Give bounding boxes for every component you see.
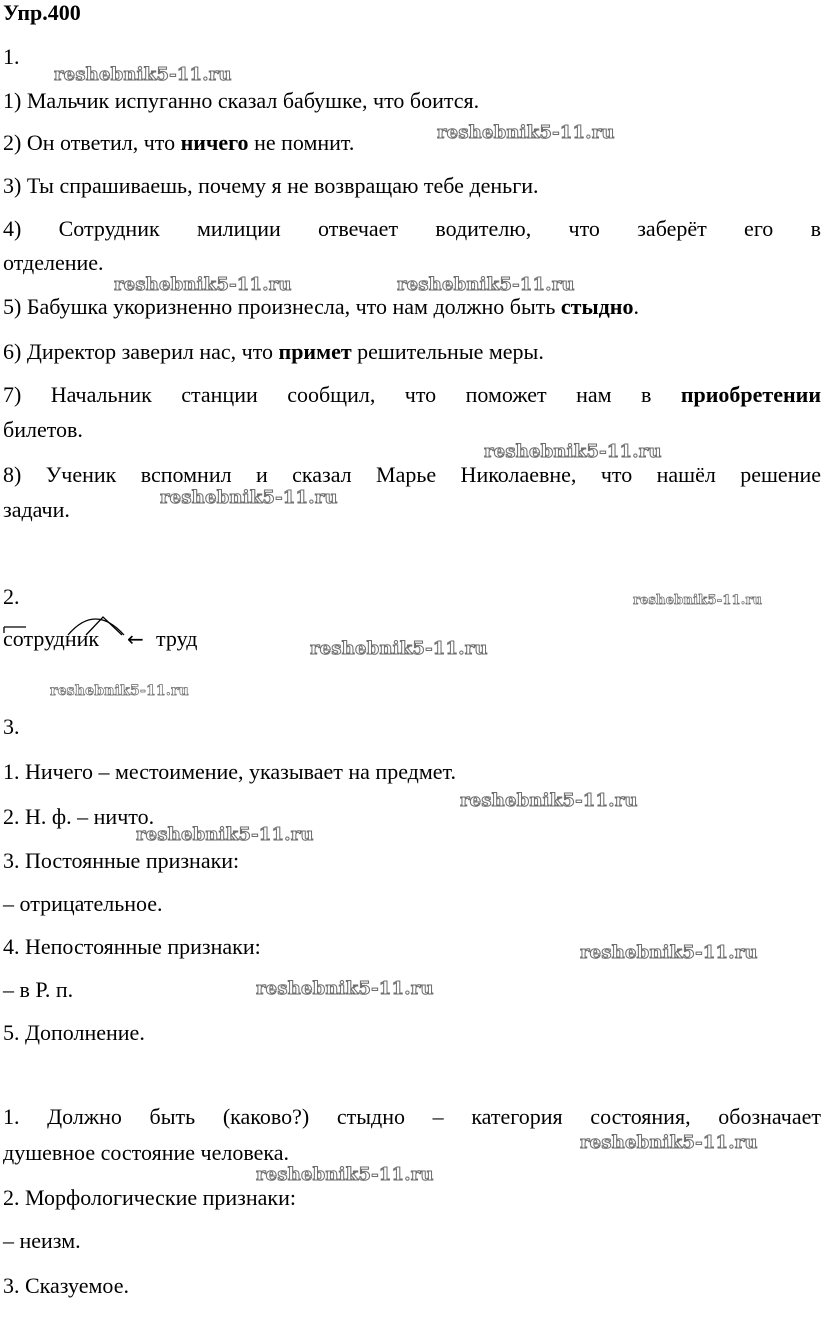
analysis2-point-2a: – неизм. bbox=[3, 1228, 81, 1253]
morpheme-analysis bbox=[0, 605, 260, 657]
sentence-7-line-1 bbox=[3, 384, 821, 406]
sentence-2 bbox=[3, 132, 354, 154]
analysis-point-3a: – отрицательное. bbox=[3, 891, 163, 916]
sentence-5 bbox=[3, 296, 639, 318]
watermark: reshebnik5-11.ru bbox=[136, 824, 314, 845]
section-2-number: 2. bbox=[3, 584, 20, 609]
watermark: reshebnik5-11.ru bbox=[580, 1132, 758, 1153]
watermark: reshebnik5-11.ru bbox=[160, 487, 338, 508]
sentence-6-pre: 6) Директор заверил нас, что bbox=[3, 339, 279, 364]
watermark: reshebnik5-11.ru bbox=[54, 64, 232, 85]
analysis2-point-1-line-2: душевное состояние человека. bbox=[3, 1140, 289, 1165]
sentence-7-bold: приобретении bbox=[680, 382, 821, 407]
sentence-5-pre: 5) Бабушка укоризненно произнесла, что нам должно быть bbox=[3, 294, 561, 319]
watermark: reshebnik5-11.ru bbox=[580, 942, 758, 963]
sentence-5-post: . bbox=[633, 294, 639, 319]
watermark: reshebnik5-11.ru bbox=[50, 683, 189, 699]
watermark: reshebnik5-11.ru bbox=[633, 593, 763, 608]
sentence-1: 1) Мальчик испуганно сказал бабушке, что боится. bbox=[3, 88, 480, 113]
analysis2-point-2: 2. Морфологические признаки: bbox=[3, 1185, 296, 1210]
section-1-number: 1. bbox=[3, 44, 20, 69]
watermark: reshebnik5-11.ru bbox=[256, 978, 434, 999]
sentence-6-bold: примет bbox=[278, 339, 352, 364]
derivation-arrow: ← bbox=[127, 627, 144, 651]
analysis-point-2: 2. Н. ф. – ничто. bbox=[3, 804, 155, 829]
analysis2-point-3: 3. Сказуемое. bbox=[3, 1273, 129, 1298]
watermark: reshebnik5-11.ru bbox=[114, 274, 292, 295]
source-root: труд bbox=[156, 626, 198, 651]
sentence-2-post: не помнит. bbox=[248, 130, 355, 155]
sentence-6-post: решительные меры. bbox=[351, 339, 544, 364]
sentence-2-pre: 2) Он ответил, что bbox=[3, 130, 181, 155]
sentence-6 bbox=[3, 341, 544, 363]
analysis-point-3: 3. Постоянные признаки: bbox=[3, 848, 240, 873]
section-3-number: 3. bbox=[3, 714, 20, 739]
analysis-point-1: 1. Ничего – местоимение, указывает на предмет. bbox=[3, 759, 457, 784]
analysis-point-4: 4. Непостоянные признаки: bbox=[3, 934, 261, 959]
analysis2-point-1-line-1: 1. Должно быть (каково?) стыдно – категория состояния, обозначает bbox=[3, 1104, 821, 1129]
analysis-point-5: 5. Дополнение. bbox=[3, 1020, 145, 1045]
watermark: reshebnik5-11.ru bbox=[460, 790, 638, 811]
watermark: reshebnik5-11.ru bbox=[484, 441, 662, 462]
watermark: reshebnik5-11.ru bbox=[397, 274, 575, 295]
watermark: reshebnik5-11.ru bbox=[256, 1164, 434, 1185]
sentence-3: 3) Ты спрашиваешь, почему я не возвращаю тебе деньги. bbox=[3, 173, 539, 198]
sentence-7-line-2: билетов. bbox=[3, 417, 83, 442]
sentence-8-line-2: задачи. bbox=[3, 497, 70, 522]
sentence-4-line-1: 4) Сотрудник милиции отвечает водителю, что заберёт его в bbox=[3, 216, 821, 241]
sentence-7-pre: 7) Начальник станции сообщил, что поможет нам в bbox=[3, 382, 681, 407]
sentence-4-line-2: отделение. bbox=[3, 250, 104, 275]
morpheme-word: сотрудник bbox=[3, 626, 100, 651]
watermark: reshebnik5-11.ru bbox=[437, 122, 615, 143]
page-title: Упр.400 bbox=[3, 0, 81, 25]
sentence-8-line-1: 8) Ученик вспомнил и сказал Марье Николаевне, что нашёл решение bbox=[3, 462, 821, 487]
sentence-2-bold: ничего bbox=[180, 130, 249, 155]
watermark: reshebnik5-11.ru bbox=[310, 638, 488, 659]
sentence-5-bold: стыдно bbox=[560, 294, 634, 319]
analysis-point-4a: – в Р. п. bbox=[3, 977, 74, 1002]
